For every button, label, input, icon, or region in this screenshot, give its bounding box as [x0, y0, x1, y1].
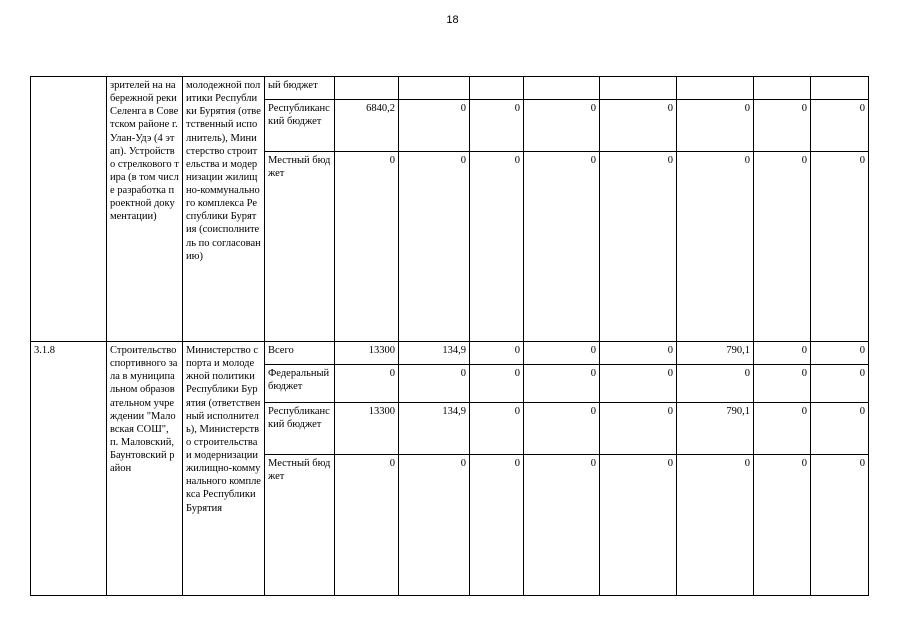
- value-cell: 0: [811, 152, 869, 342]
- measure-name: Строительство спортивного зала в муниципальном образовательном учреждении "Маловская СОШ", п. Маловский, Баунтовский район: [107, 342, 183, 596]
- funding-source: Республиканский бюджет: [265, 403, 335, 455]
- value-cell: 0: [524, 403, 600, 455]
- funding-source: Всего: [265, 342, 335, 365]
- funding-source: Федеральный бюджет: [265, 365, 335, 403]
- value-cell: [677, 77, 754, 100]
- value-cell: 0: [524, 342, 600, 365]
- value-cell: 0: [470, 100, 524, 152]
- value-cell: 0: [600, 455, 677, 596]
- value-cell: [600, 77, 677, 100]
- value-cell: 0: [754, 403, 811, 455]
- value-cell: 0: [754, 455, 811, 596]
- value-cell: 0: [600, 152, 677, 342]
- value-cell: 0: [335, 152, 399, 342]
- funding-source: Республиканский бюджет: [265, 100, 335, 152]
- value-cell: 0: [335, 365, 399, 403]
- value-cell: 0: [335, 455, 399, 596]
- value-cell: 0: [470, 455, 524, 596]
- value-cell: 0: [600, 365, 677, 403]
- value-cell: 0: [470, 403, 524, 455]
- value-cell: 0: [754, 100, 811, 152]
- value-cell: 0: [677, 455, 754, 596]
- value-cell: 0: [811, 100, 869, 152]
- value-cell: 134,9: [399, 403, 470, 455]
- funding-source: ый бюджет: [265, 77, 335, 100]
- value-cell: 0: [600, 403, 677, 455]
- value-cell: 0: [754, 342, 811, 365]
- value-cell: 13300: [335, 342, 399, 365]
- value-cell: 0: [524, 365, 600, 403]
- value-cell: [524, 77, 600, 100]
- value-cell: 0: [754, 152, 811, 342]
- value-cell: [754, 77, 811, 100]
- value-cell: 13300: [335, 403, 399, 455]
- table-row: [31, 342, 869, 365]
- budget-table: [30, 76, 869, 596]
- value-cell: 0: [399, 455, 470, 596]
- value-cell: 134,9: [399, 342, 470, 365]
- value-cell: 0: [470, 342, 524, 365]
- value-cell: [335, 77, 399, 100]
- value-cell: [470, 77, 524, 100]
- value-cell: 0: [399, 152, 470, 342]
- value-cell: 0: [811, 455, 869, 596]
- value-cell: 0: [677, 152, 754, 342]
- value-cell: 0: [470, 152, 524, 342]
- value-cell: 790,1: [677, 342, 754, 365]
- value-cell: 0: [811, 403, 869, 455]
- value-cell: 0: [524, 455, 600, 596]
- value-cell: 0: [754, 365, 811, 403]
- value-cell: 0: [399, 100, 470, 152]
- value-cell: 0: [524, 152, 600, 342]
- measure-code: [31, 77, 107, 342]
- measure-executor: молодежной политики Республики Бурятия (ответственный исполнитель), Министерство строительства и модернизации жилищно-коммунального комплекса Республики Бурятия (соисполнитель по согласованию): [183, 77, 265, 342]
- funding-source: Местный бюджет: [265, 152, 335, 342]
- value-cell: 790,1: [677, 403, 754, 455]
- value-cell: 0: [600, 342, 677, 365]
- value-cell: 0: [677, 365, 754, 403]
- value-cell: [399, 77, 470, 100]
- value-cell: 6840,2: [335, 100, 399, 152]
- value-cell: 0: [811, 365, 869, 403]
- page-number: 18: [446, 14, 459, 26]
- value-cell: 0: [811, 342, 869, 365]
- measure-name: зрителей на набережной реки Селенга в Советском районе г. Улан-Удэ (4 этап). Устройство стрелкового тира (в том числе разработка проектной документации): [107, 77, 183, 342]
- table-row: [31, 77, 869, 100]
- value-cell: [811, 77, 869, 100]
- measure-executor: Министерство спорта и молодежной политики Республики Бурятия (ответственный исполнитель), Министерство строительства и модернизации жилищно-коммунального комплекса Республики Бурятия: [183, 342, 265, 596]
- value-cell: 0: [399, 365, 470, 403]
- value-cell: 0: [677, 100, 754, 152]
- value-cell: 0: [524, 100, 600, 152]
- value-cell: 0: [600, 100, 677, 152]
- measure-code: 3.1.8: [31, 342, 107, 596]
- funding-source: Местный бюджет: [265, 455, 335, 596]
- value-cell: 0: [470, 365, 524, 403]
